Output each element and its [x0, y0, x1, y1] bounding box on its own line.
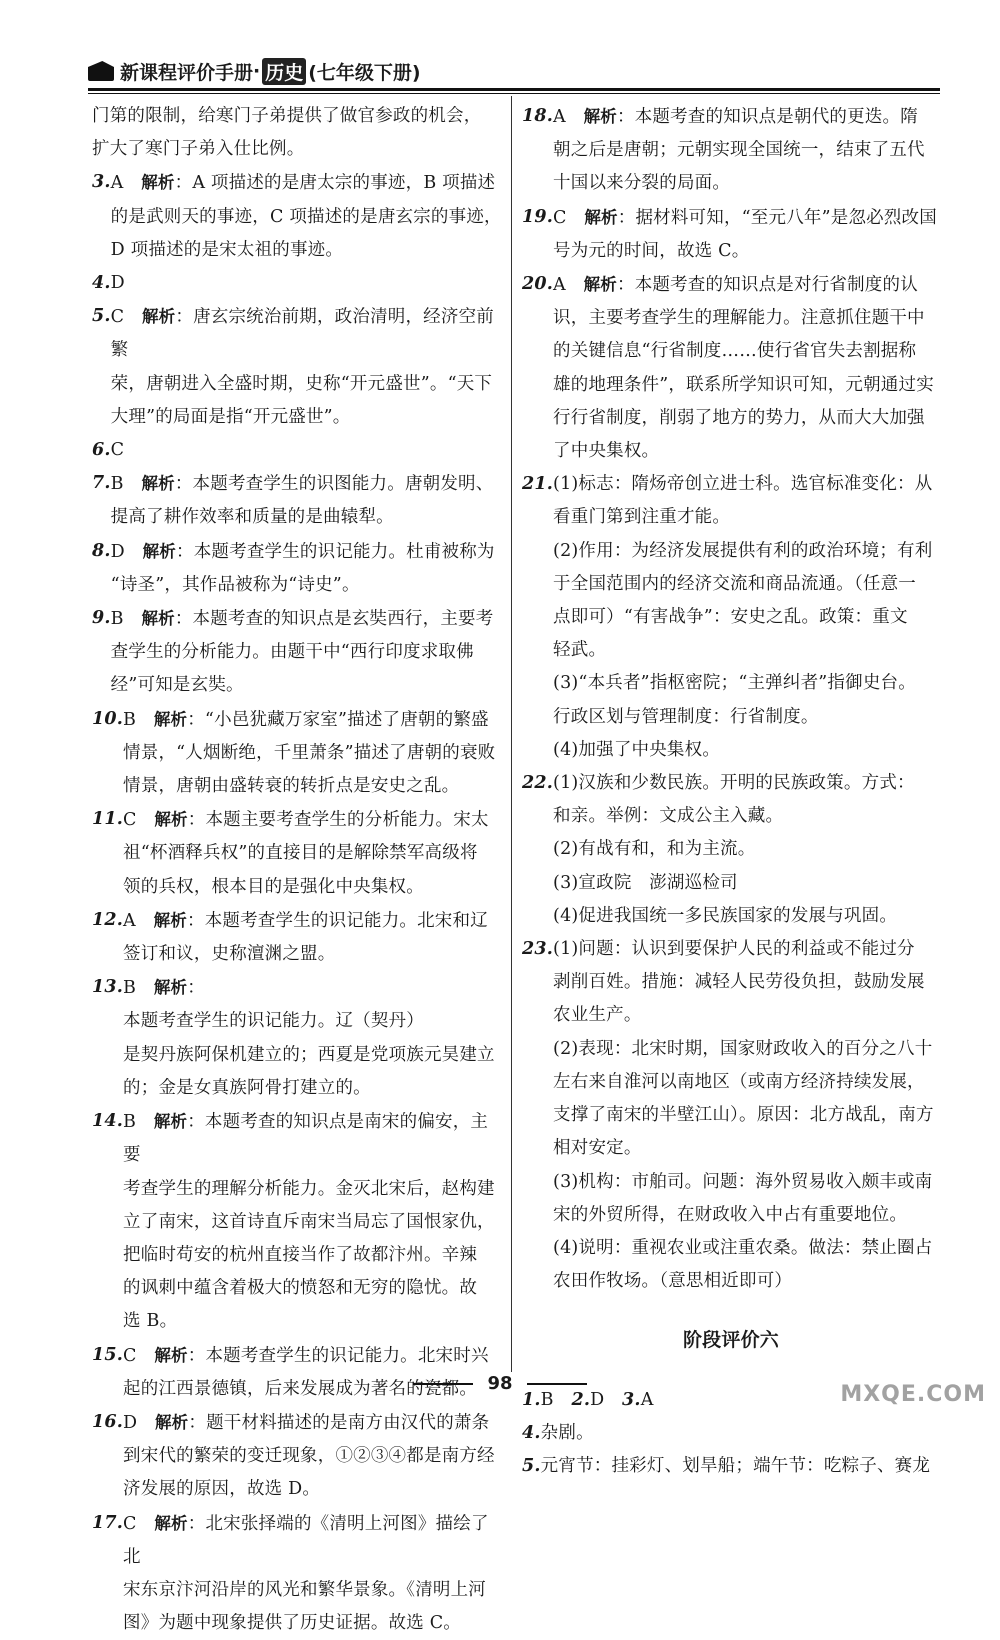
- section-answer-line: [522, 1450, 940, 1483]
- item-number: 12.: [92, 909, 124, 930]
- grade-label: (七年级下册): [308, 61, 421, 84]
- answer-text: D: [590, 1389, 605, 1410]
- item-body: [111, 467, 504, 534]
- explanation-line: 立了南宋，这首诗直斥南宋当局忘了国恨家仇，: [123, 1211, 495, 1232]
- continuation-line: 门第的限制，给寒门子弟提供了做官参政的机会，: [92, 106, 482, 126]
- analysis-label: 解析: [153, 910, 187, 930]
- analysis-label: 解析: [141, 474, 175, 494]
- explanation-line: 题干材料描述的是南方由汉代的萧条: [206, 1412, 490, 1433]
- explanation-line: 大理”的局面是指“开元盛世”。: [110, 406, 351, 427]
- item-number: 17.: [92, 1512, 124, 1533]
- explanation-line: 提高了耕作效率和质量的是曲辕犁。: [110, 507, 394, 528]
- answer-line: 左右来自淮河以南地区（或南方经济持续发展，: [553, 1071, 925, 1092]
- answer-line: (2)表现：北宋时期，国家财政收入的百分之八十: [553, 1038, 933, 1059]
- item-number: 1.: [522, 1389, 541, 1410]
- explanation-line: 签订和议，史称澶渊之盟。: [123, 944, 336, 965]
- answer-item: [522, 100, 940, 201]
- item-number: 11.: [92, 809, 124, 830]
- explanation-line: 领的兵权，根本目的是强化中央集权。: [123, 876, 424, 897]
- analysis-label: 解析: [141, 609, 175, 629]
- explanation-line: 把临时苟安的杭州直接当作了故都汴州。辛辣: [123, 1244, 478, 1265]
- answer-letter: D: [123, 1412, 138, 1433]
- item-body: [111, 267, 504, 300]
- item-number: 21.: [522, 474, 554, 495]
- section-title: 阶段评价六: [682, 1329, 779, 1352]
- answer-item: [92, 166, 504, 267]
- item-body: [553, 100, 940, 201]
- answer-line: 宋的外贸所得，在财政收入中占有重要地位。: [553, 1204, 908, 1225]
- answer-item: [92, 300, 504, 434]
- answer-letter: A: [110, 173, 124, 194]
- item-body: [553, 767, 940, 933]
- answer-line: 看重门第到注重才能。: [553, 507, 731, 528]
- watermark: MXQE.COM: [840, 1382, 986, 1407]
- analysis-label: 解析: [154, 1412, 189, 1432]
- analysis-label: 解析: [142, 541, 177, 561]
- answer-letter: D: [110, 273, 125, 294]
- explanation-line: 本题考查的知识点是南宋的偏安，主要: [123, 1112, 489, 1166]
- answer-line: 行政区划与管理制度：行省制度。: [553, 706, 819, 727]
- item-first-line: D 解析：本题考查学生的识记能力。杜甫被称为: [110, 541, 495, 562]
- answer-line: (3)“本兵者”指枢密院；“主弹纠者”指御史台。: [553, 673, 916, 694]
- explanation-line: 本题考查学生的识记能力。北宋时兴: [205, 1345, 489, 1366]
- item-first-line: C 解析：据材料可知，“至元八年”是忽必烈改国: [553, 207, 937, 228]
- item-number: 9.: [92, 608, 111, 629]
- explanation-line: 图》为题中现象提供了历史证据。故选 C。: [123, 1613, 461, 1634]
- answer-item: [92, 971, 504, 1105]
- item-number: 10.: [92, 708, 124, 729]
- answer-letter: C: [123, 810, 137, 831]
- column-divider: [511, 96, 512, 1372]
- question-item: [522, 468, 940, 767]
- answer-letter: A: [123, 910, 136, 931]
- item-first-line: B 解析：本题考查学生的识图能力。唐朝发明、: [110, 474, 494, 495]
- question-item: [522, 767, 940, 933]
- item-number: 7.: [92, 473, 111, 494]
- explanation-line: 是契丹族阿保机建立的；西夏是党项族元昊建立: [123, 1044, 495, 1065]
- answer-line: (1)标志：隋炀帝创立进士科。选官标准变化：从: [553, 474, 933, 495]
- explanation-line: 十国以来分裂的局面。: [553, 173, 731, 194]
- answer-item: [92, 1507, 504, 1640]
- item-number: 13.: [92, 977, 124, 998]
- item-number: 15.: [92, 1344, 124, 1365]
- analysis-label: 解析: [583, 107, 617, 126]
- answer-line: 点即可）“有害战争”：安史之乱。政策：重文: [553, 607, 908, 628]
- analysis-label: 解析: [153, 1112, 188, 1132]
- item-body: [111, 166, 504, 267]
- explanation-line: 经”可知是玄奘。: [110, 675, 244, 696]
- explanation-line: 号为元的时间，故选 C。: [553, 240, 750, 261]
- answer-item: [92, 904, 504, 971]
- explanation-line: 起的江西景德镇，后来发展成为著名的瓷都。: [123, 1378, 478, 1399]
- item-number: 4.: [522, 1422, 541, 1443]
- explanation-line: 朝之后是唐朝；元朝实现全国统一，结束了五代: [553, 140, 925, 161]
- explanation-line: 本题考查学生的识记能力。辽（契丹）: [123, 1011, 424, 1032]
- analysis-label: 解析: [153, 709, 188, 729]
- explanation-line: 北宋张择端的《清明上河图》描绘了北: [123, 1513, 489, 1567]
- answer-text: 杂剧。: [540, 1422, 594, 1443]
- section-answer-line: [522, 1417, 940, 1450]
- explanation-line: 本题考查的知识点是对行省制度的认: [634, 275, 918, 296]
- item-first-line: C 解析：北宋张择端的《清明上河图》描绘了北: [123, 1513, 489, 1567]
- explanation-line: 情景，唐朝由盛转衰的转折点是安史之乱。: [123, 776, 460, 797]
- answer-line: 相对安定。: [553, 1138, 642, 1159]
- explanation-line: 本题考查学生的识记能力。杜甫被称为: [193, 541, 495, 562]
- answer-item: [92, 703, 504, 804]
- answer-line: (1)汉族和少数民族。开明的民族政策。方式：: [553, 773, 915, 794]
- explanation-line: 的讽刺中蕴含着极大的愤怒和无穷的隐忧。故: [123, 1278, 478, 1299]
- explanation-line: 行行省制度，削弱了地方的势力，从而大大加强: [553, 407, 925, 428]
- item-first-line: C 解析：本题主要考查学生的分析能力。宋太: [123, 810, 489, 831]
- book-logo-icon: [88, 61, 114, 81]
- answer-letter: C: [553, 207, 567, 228]
- answer-text: B: [540, 1389, 554, 1410]
- item-body: [553, 933, 940, 1298]
- item-number: 23.: [522, 939, 554, 960]
- answer-letter: C: [110, 440, 125, 461]
- item-body: [123, 1105, 504, 1338]
- answer-line: 农田作牧场。（意思相近即可）: [553, 1271, 793, 1292]
- answer-item: [92, 434, 504, 467]
- explanation-line: 的关键信息“行省制度……使行省官失去割据称: [553, 341, 917, 362]
- item-first-line: D 解析：题干材料描述的是南方由汉代的萧条: [123, 1412, 490, 1433]
- question-item: [522, 933, 940, 1298]
- item-body: [123, 971, 504, 1105]
- explanation-line: 情景，“人烟断绝，千里萧条”描述了唐朝的衰败: [123, 742, 496, 763]
- item-first-line: A 解析：本题考查学生的识记能力。北宋和辽: [123, 910, 488, 931]
- analysis-label: 解析: [154, 1345, 188, 1365]
- item-number: 6.: [92, 440, 111, 461]
- item-body: [111, 434, 504, 467]
- item-first-line: B 解析：“小邑犹藏万家室”描述了唐朝的繁盛: [123, 709, 489, 730]
- item-body: [123, 703, 504, 804]
- running-header: [88, 58, 421, 84]
- answer-item: [92, 1406, 504, 1507]
- explanation-line: 考查学生的理解分析能力。金灭北宋后，赵构建: [123, 1178, 495, 1199]
- explanation-line: 济发展的原因，故选 D。: [123, 1479, 321, 1500]
- answer-line: (4)促进我国统一多民族国家的发展与巩固。: [553, 905, 898, 926]
- answer-line: (2)有战有和，和为主流。: [553, 839, 756, 860]
- answer-text: A: [640, 1389, 654, 1410]
- explanation-line: 本题主要考查学生的分析能力。宋太: [205, 810, 489, 831]
- answer-letter: A: [553, 275, 566, 296]
- answer-item: [92, 1105, 504, 1338]
- answer-letter: B: [123, 978, 137, 999]
- item-number: 18.: [522, 106, 554, 126]
- answer-item: [92, 602, 504, 703]
- explanation-line: 了中央集权。: [553, 441, 660, 462]
- analysis-label: 解析: [583, 275, 617, 295]
- item-body: [123, 904, 504, 971]
- answer-letter: C: [123, 1345, 137, 1366]
- item-first-line: C 解析：本题考查学生的识记能力。北宋时兴: [123, 1345, 489, 1366]
- explanation-line: 本题考查的知识点是朝代的更迭。隋: [634, 107, 918, 127]
- item-number: 5.: [522, 1455, 541, 1476]
- item-number: 19.: [522, 206, 554, 227]
- item-number: 20.: [522, 274, 554, 295]
- explanation-line: 查学生的分析能力。由题干中“西行印度求取佛: [110, 642, 474, 663]
- answer-line: (2)作用：为经济发展提供有利的政治环境；有利: [553, 540, 933, 561]
- answer-letter: A: [553, 107, 566, 127]
- footer-ornament: [413, 1383, 473, 1385]
- answer-item: [92, 467, 504, 534]
- answer-line: (1)问题：认识到要保护人民的利益或不能过分: [553, 939, 915, 960]
- analysis-label: 解析: [141, 173, 175, 193]
- explanation-line: 本题考查学生的识图能力。唐朝发明、: [192, 474, 494, 495]
- explanation-line: 雄的地理条件”，联系所学知识可知，元朝通过实: [553, 374, 934, 395]
- item-number: 4.: [92, 273, 111, 294]
- explanation-line: 唐玄宗统治前期，政治清明，经济空前繁: [110, 307, 494, 361]
- analysis-label: 解析: [584, 207, 618, 227]
- header-rule: [88, 88, 940, 91]
- header-rule-thin: [88, 93, 940, 94]
- item-first-line: C 解析：唐玄宗统治前期，政治清明，经济空前繁: [110, 307, 494, 361]
- explanation-line: “诗圣”，其作品被称为“诗史”。: [110, 574, 360, 595]
- explanation-line: 据材料可知，“至元八年”是忽必烈改国: [635, 207, 937, 228]
- item-body: [553, 201, 940, 268]
- item-number: 3.: [92, 172, 111, 193]
- explanation-line: 本题考查学生的识记能力。北宋和辽: [204, 910, 488, 931]
- explanation-line: 荣，唐朝进入全盛时期，史称“开元盛世”。“天下: [110, 373, 493, 394]
- header-separator: ·: [253, 60, 261, 82]
- explanation-line: 识，主要考查学生的理解能力。注意抓住题干中: [553, 308, 925, 329]
- analysis-label: 解析: [141, 307, 176, 327]
- item-body: [123, 1406, 504, 1507]
- footer-ornament: [527, 1383, 587, 1385]
- answer-line: (3)机构：市舶司。问题：海外贸易收入颇丰或南: [553, 1171, 933, 1192]
- explanation-line: 祖“杯酒释兵权”的直接目的是解除禁军高级将: [123, 843, 478, 864]
- subject-badge: 历史: [262, 58, 306, 85]
- item-first-line: [111, 434, 504, 467]
- answer-line: 轻武。: [553, 640, 607, 661]
- item-number: 14.: [92, 1111, 124, 1132]
- answer-line: (4)说明：重视农业或注重农桑。做法：禁止圈占: [553, 1237, 933, 1258]
- answer-letter: B: [110, 609, 124, 630]
- answer-item: [522, 201, 940, 268]
- item-first-line: B 解析：本题考查的知识点是玄奘西行，主要考: [110, 609, 494, 630]
- answer-letter: D: [110, 541, 125, 562]
- answer-item: [92, 803, 504, 904]
- analysis-label: 解析: [154, 810, 188, 830]
- explanation-line: A 项描述的是唐太宗的事迹，B 项描述: [192, 173, 496, 194]
- continuation-line: 扩大了寒门子弟入仕比例。: [92, 139, 305, 160]
- item-body: [111, 300, 504, 434]
- answer-letter: B: [110, 474, 124, 495]
- answer-text: 元宵节：挂彩灯、划旱船；端午节：吃粽子、赛龙: [540, 1455, 931, 1476]
- answer-letter: B: [123, 709, 137, 730]
- right-column: [522, 100, 940, 1483]
- explanation-line: D 项描述的是宋太祖的事迹。: [110, 239, 344, 260]
- item-number: 5.: [92, 306, 111, 327]
- answer-line: 剥削百姓。措施：减轻人民劳役负担，鼓励发展: [553, 972, 925, 993]
- answer-letter: C: [123, 1513, 137, 1534]
- answer-letter: C: [110, 307, 125, 328]
- item-body: [553, 468, 940, 767]
- item-number: 16.: [92, 1411, 124, 1432]
- answer-item: [92, 535, 504, 602]
- answer-letter: B: [123, 1112, 137, 1133]
- item-number: 2.: [571, 1389, 591, 1410]
- answer-line: (4)加强了中央集权。: [553, 739, 721, 760]
- item-number: 3.: [622, 1389, 641, 1410]
- item-number: 22.: [522, 773, 554, 794]
- answer-line: 和亲。举例：文成公主入藏。: [553, 806, 784, 827]
- explanation-line: 宋东京汴河沿岸的风光和繁华景象。《清明上河: [123, 1579, 486, 1600]
- item-body: [553, 268, 940, 468]
- explanation-line: 的；金是女真族阿骨打建立的。: [123, 1077, 371, 1098]
- item-first-line: B 解析：本题考查的知识点是南宋的偏安，主要: [123, 1112, 489, 1166]
- item-body: [111, 602, 504, 703]
- explanation-line: “小邑犹藏万家室”描述了唐朝的繁盛: [204, 709, 489, 730]
- item-first-line: A 解析：A 项描述的是唐太宗的事迹，B 项描述: [110, 173, 496, 194]
- answer-line: (3)宣政院 澎湖巡检司: [553, 872, 738, 893]
- answer-line: 支撑了南宋的半壁江山）。原因：北方战乱，南方: [553, 1105, 934, 1126]
- series-title: 新课程评价手册: [120, 61, 254, 84]
- item-first-line: B 解析：本题考查学生的识记能力。辽（契丹）: [123, 978, 424, 1032]
- item-number: 8.: [92, 540, 111, 561]
- item-body: [123, 803, 504, 904]
- analysis-label: 解析: [153, 978, 188, 998]
- explanation-line: 本题考查的知识点是玄奘西行，主要考: [192, 609, 494, 630]
- page-number: 98: [487, 1373, 513, 1394]
- item-body: [111, 535, 504, 602]
- answer-line: 于全国范围内的经济交流和商品流通。（任意一: [553, 573, 916, 594]
- explanation-line: 的是武则天的事迹，C 项描述的是唐玄宗的事迹，: [110, 206, 502, 227]
- item-first-line: A 解析：本题考查的知识点是朝代的更迭。隋: [553, 107, 918, 127]
- answer-item: [522, 268, 940, 468]
- explanation-line: 到宋代的繁荣的变迁现象，①②③④都是南方经: [123, 1446, 495, 1467]
- left-column: [92, 100, 504, 1640]
- item-first-line: A 解析：本题考查的知识点是对行省制度的认: [553, 275, 918, 296]
- explanation-line: 选 B。: [123, 1311, 178, 1332]
- analysis-label: 解析: [154, 1513, 188, 1533]
- answer-line: 农业生产。: [553, 1005, 642, 1026]
- item-first-line: [111, 267, 504, 300]
- item-body: [123, 1507, 504, 1640]
- answer-item: [92, 267, 504, 300]
